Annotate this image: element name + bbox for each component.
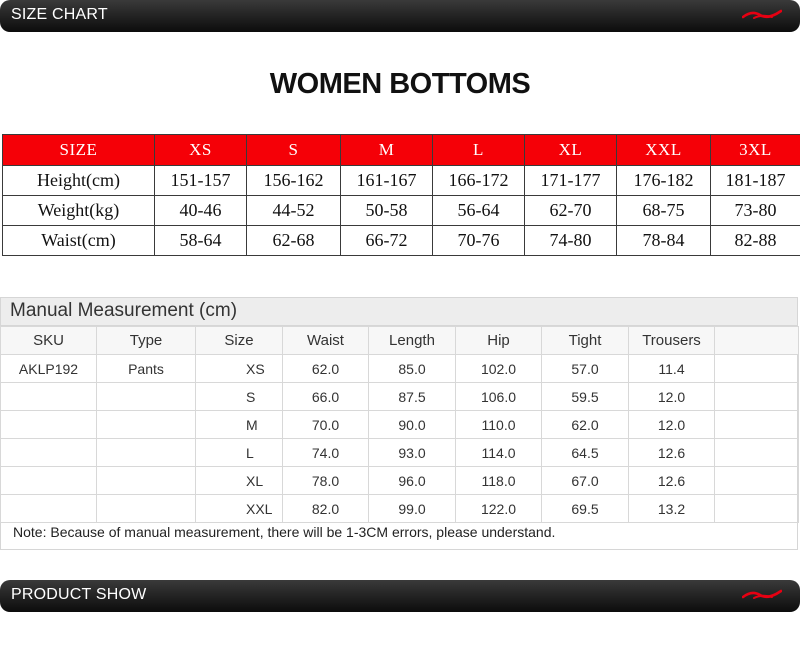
manual-header-cell: Trousers — [629, 327, 715, 355]
table-cell: 122.0 — [456, 495, 542, 523]
table-cell: 12.6 — [629, 439, 715, 467]
table-cell: 70.0 — [283, 411, 369, 439]
table-row — [1, 467, 799, 495]
table-cell — [97, 411, 196, 439]
size-chart-cell: 62-70 — [525, 196, 617, 226]
size-chart-cell: 161-167 — [341, 166, 433, 196]
size-chart-table — [2, 134, 800, 256]
table-cell: 118.0 — [456, 467, 542, 495]
manual-header-cell: Length — [369, 327, 456, 355]
section-title: SIZE CHART — [11, 6, 108, 23]
table-cell — [715, 383, 799, 411]
table-cell — [715, 495, 799, 523]
size-chart-header-cell: XS — [155, 135, 247, 166]
manual-measurement-table — [0, 326, 799, 523]
table-cell: 12.0 — [629, 383, 715, 411]
size-chart-row-label: Height(cm) — [3, 166, 155, 196]
table-cell — [715, 355, 799, 383]
table-cell — [97, 495, 196, 523]
manual-header-cell — [715, 327, 799, 355]
table-cell: 82.0 — [283, 495, 369, 523]
table-cell: 57.0 — [542, 355, 629, 383]
table-cell — [1, 439, 97, 467]
size-chart-header-cell: SIZE — [3, 135, 155, 166]
table-cell: 67.0 — [542, 467, 629, 495]
size-chart-cell: 40-46 — [155, 196, 247, 226]
size-chart-cell: 151-157 — [155, 166, 247, 196]
size-chart-row — [3, 196, 800, 226]
size-chart-header-cell: S — [247, 135, 341, 166]
table-row — [1, 355, 799, 383]
table-cell: M — [196, 411, 283, 439]
manual-header-cell: Tight — [542, 327, 629, 355]
size-chart-cell: 78-84 — [617, 226, 711, 256]
table-cell: 59.5 — [542, 383, 629, 411]
manual-header-row — [1, 327, 799, 355]
table-cell: 93.0 — [369, 439, 456, 467]
section-title: PRODUCT SHOW — [11, 586, 147, 603]
table-row — [1, 439, 799, 467]
table-cell: XXL — [196, 495, 283, 523]
size-chart-row-label: Weight(kg) — [3, 196, 155, 226]
measurement-note: Note: Because of manual measurement, there will be 1-3CM errors, please understand. — [13, 524, 556, 540]
size-chart-header-cell: XL — [525, 135, 617, 166]
table-cell: 90.0 — [369, 411, 456, 439]
table-row — [1, 383, 799, 411]
table-cell: 96.0 — [369, 467, 456, 495]
size-chart-cell: 166-172 — [433, 166, 525, 196]
table-cell: 11.4 — [629, 355, 715, 383]
size-chart-header-row — [3, 135, 800, 166]
table-cell — [1, 383, 97, 411]
page-title: WOMEN BOTTOMS — [269, 68, 531, 100]
table-cell: Pants — [97, 355, 196, 383]
table-cell: 110.0 — [456, 411, 542, 439]
size-chart-cell: 181-187 — [711, 166, 800, 196]
table-cell: 114.0 — [456, 439, 542, 467]
size-chart-header-cell: M — [341, 135, 433, 166]
table-cell: 74.0 — [283, 439, 369, 467]
table-cell — [97, 383, 196, 411]
size-chart-cell: 82-88 — [711, 226, 800, 256]
table-cell: 64.5 — [542, 439, 629, 467]
manual-header-cell: SKU — [1, 327, 97, 355]
size-chart-row — [3, 166, 800, 196]
section-bar-product-show — [0, 580, 800, 612]
table-cell: 102.0 — [456, 355, 542, 383]
table-cell: 12.0 — [629, 411, 715, 439]
table-cell: 85.0 — [369, 355, 456, 383]
size-chart-cell: 66-72 — [341, 226, 433, 256]
manual-header-cell: Hip — [456, 327, 542, 355]
size-chart-cell: 44-52 — [247, 196, 341, 226]
size-chart-cell: 73-80 — [711, 196, 800, 226]
table-cell: 62.0 — [283, 355, 369, 383]
size-chart-header-cell: XXL — [617, 135, 711, 166]
manual-header-cell: Size — [196, 327, 283, 355]
li-ning-logo-icon — [742, 8, 782, 22]
table-cell: XS — [196, 355, 283, 383]
size-chart-header-cell: L — [433, 135, 525, 166]
table-cell: S — [196, 383, 283, 411]
table-cell: 99.0 — [369, 495, 456, 523]
manual-measurement-title: Manual Measurement (cm) — [1, 298, 797, 326]
size-chart-cell: 62-68 — [247, 226, 341, 256]
size-chart-cell: 68-75 — [617, 196, 711, 226]
table-cell — [97, 439, 196, 467]
size-chart-row-label: Waist(cm) — [3, 226, 155, 256]
table-cell — [715, 411, 799, 439]
table-cell: AKLP192 — [1, 355, 97, 383]
section-bar-size-chart — [0, 0, 800, 32]
table-cell — [715, 439, 799, 467]
manual-header-cell: Type — [97, 327, 196, 355]
size-chart-cell: 50-58 — [341, 196, 433, 226]
table-cell: 87.5 — [369, 383, 456, 411]
table-cell — [715, 467, 799, 495]
size-chart-cell: 56-64 — [433, 196, 525, 226]
table-cell: 106.0 — [456, 383, 542, 411]
table-row — [1, 495, 799, 523]
table-cell: 62.0 — [542, 411, 629, 439]
table-cell — [1, 411, 97, 439]
table-cell — [97, 467, 196, 495]
size-chart-header-cell: 3XL — [711, 135, 800, 166]
table-row — [1, 411, 799, 439]
table-cell: 12.6 — [629, 467, 715, 495]
size-chart-cell: 70-76 — [433, 226, 525, 256]
table-cell: 69.5 — [542, 495, 629, 523]
li-ning-logo-icon — [742, 588, 782, 602]
size-chart-cell: 156-162 — [247, 166, 341, 196]
size-chart-cell: 58-64 — [155, 226, 247, 256]
table-cell — [1, 495, 97, 523]
manual-measurement-panel — [0, 297, 798, 550]
table-cell: XL — [196, 467, 283, 495]
table-cell: 78.0 — [283, 467, 369, 495]
manual-header-cell: Waist — [283, 327, 369, 355]
size-chart-cell: 176-182 — [617, 166, 711, 196]
table-cell — [1, 467, 97, 495]
size-chart-row — [3, 226, 800, 256]
table-cell: L — [196, 439, 283, 467]
table-cell: 13.2 — [629, 495, 715, 523]
size-chart-cell: 171-177 — [525, 166, 617, 196]
size-chart-cell: 74-80 — [525, 226, 617, 256]
table-cell: 66.0 — [283, 383, 369, 411]
